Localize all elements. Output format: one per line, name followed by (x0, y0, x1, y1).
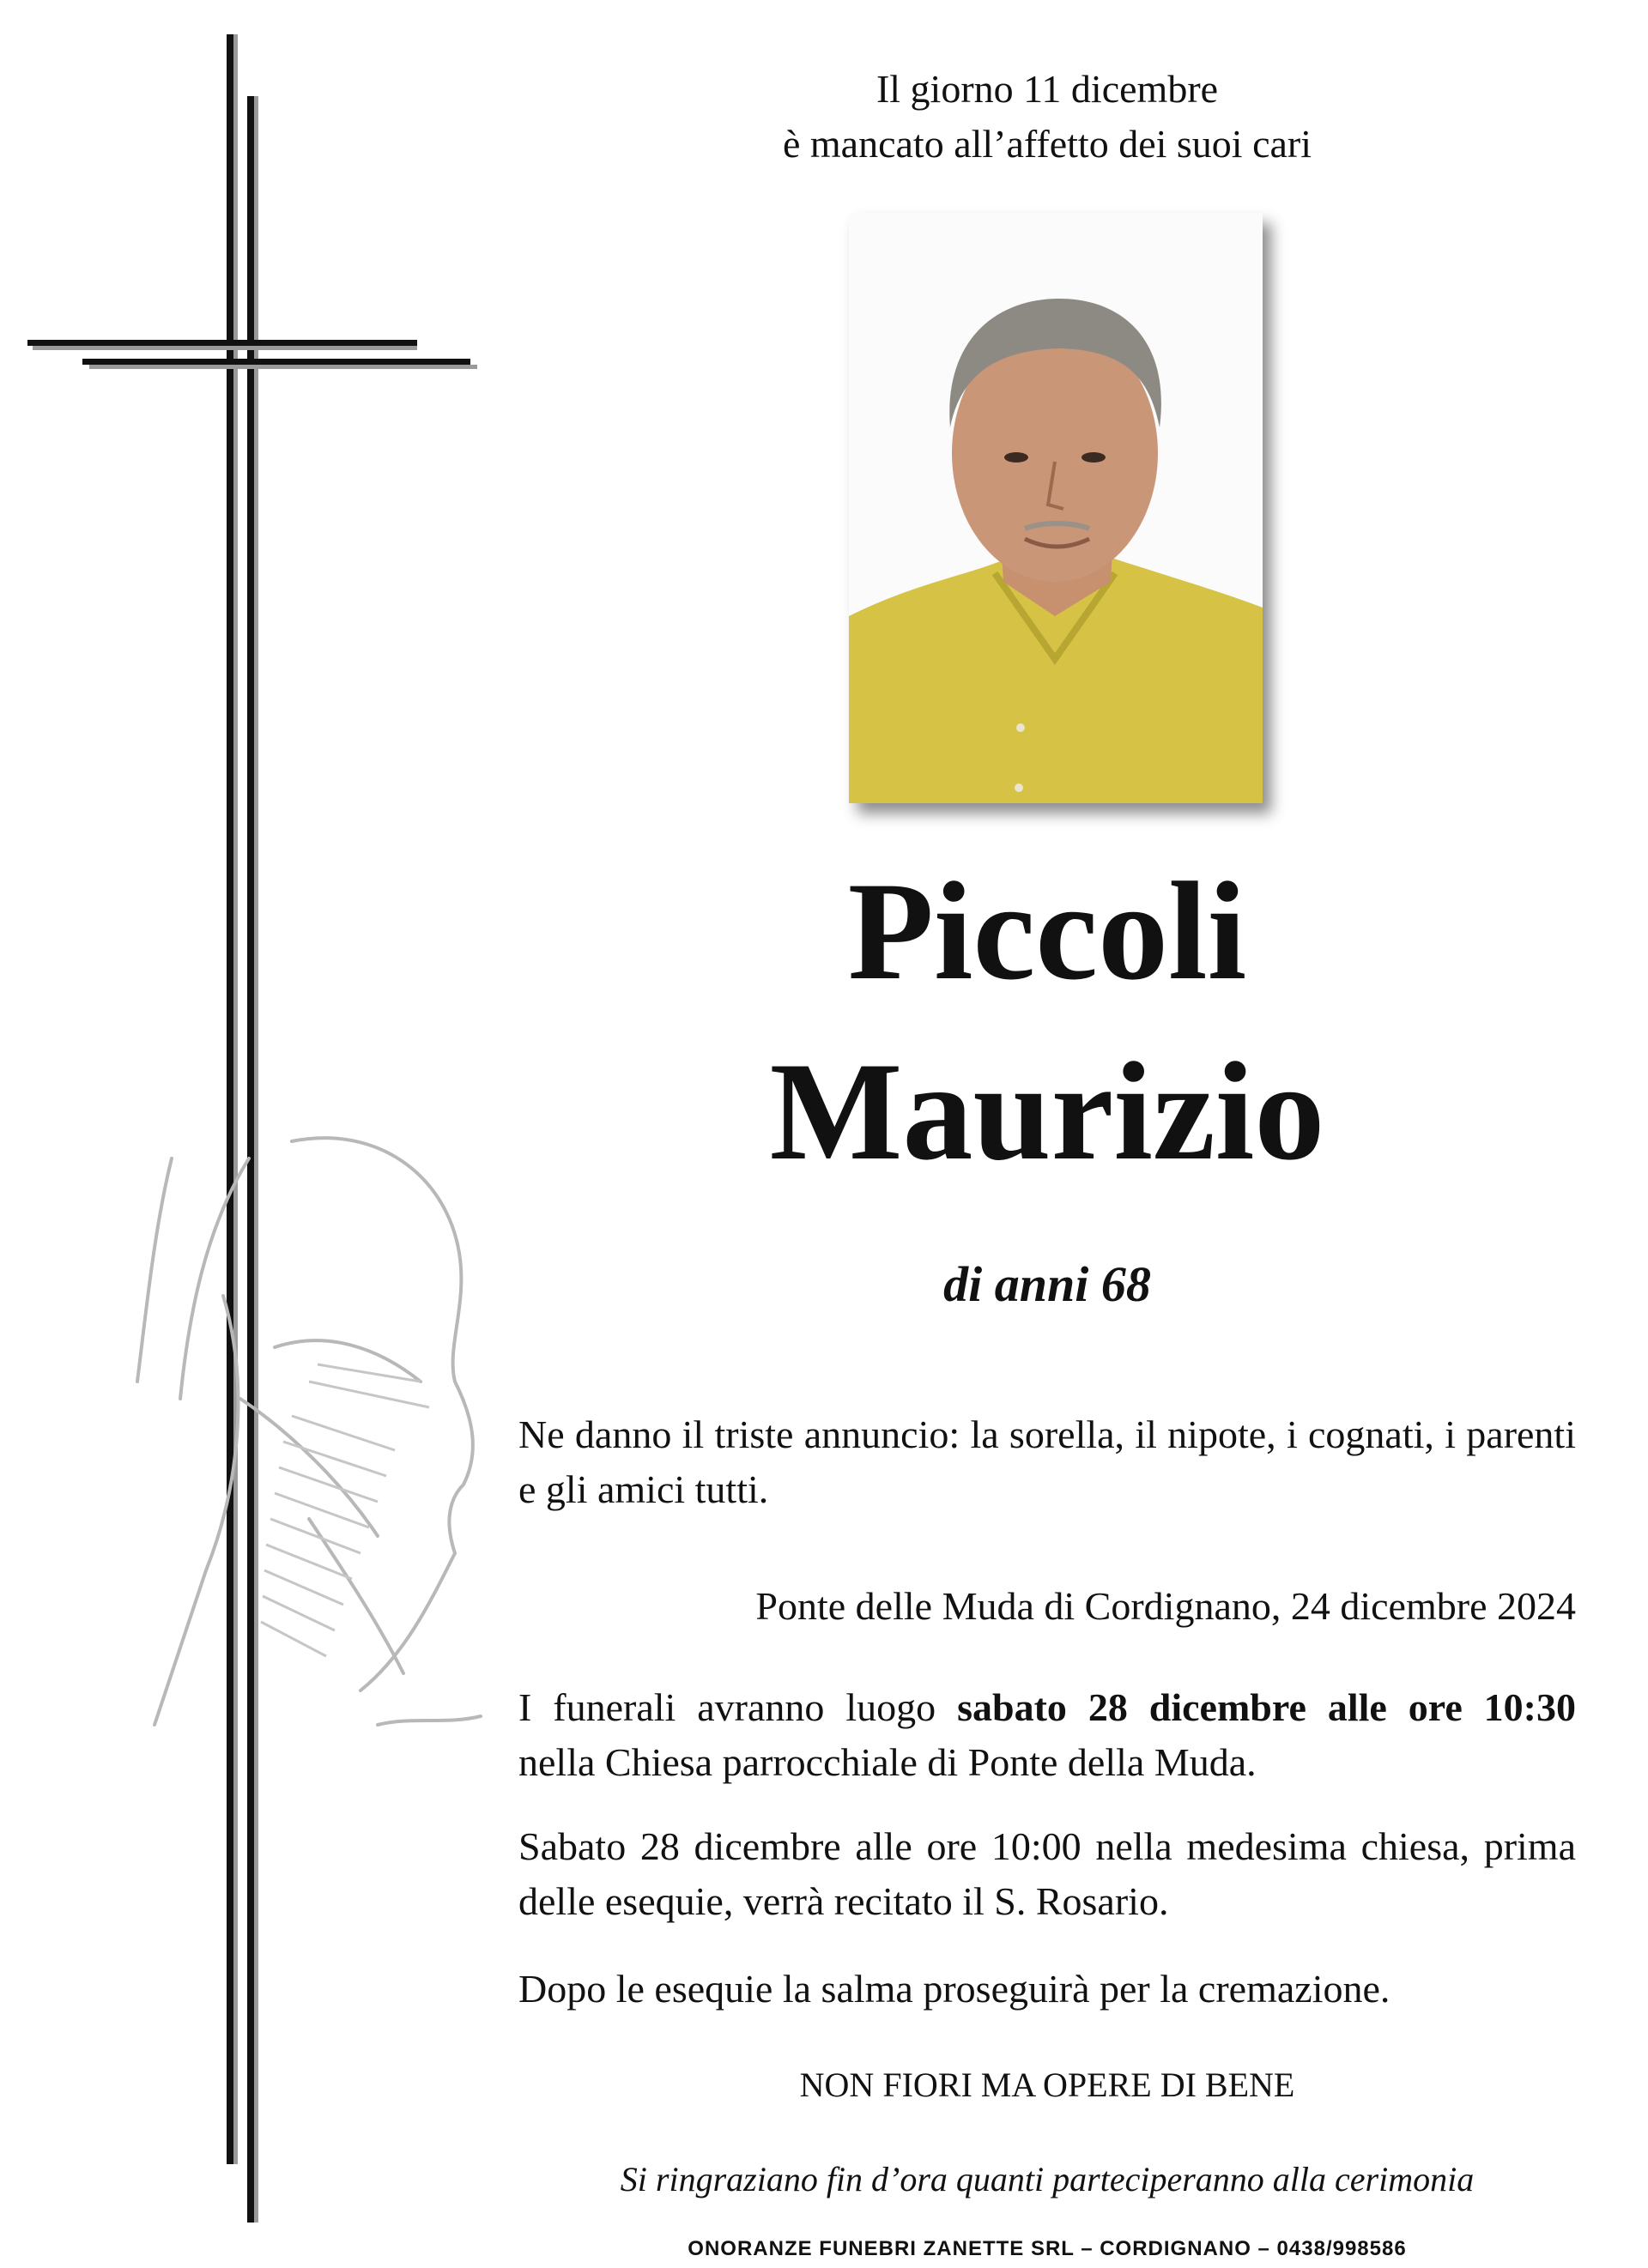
funeral-first-line (518, 1680, 1576, 1735)
portrait-photo (849, 213, 1263, 803)
intro-line-1: Il giorno 11 dicembre (876, 67, 1219, 111)
funeral-info (518, 1680, 1576, 1790)
age-text: di anni 68 (943, 1256, 1151, 1312)
christ-sketch-icon (120, 1124, 498, 1776)
deceased-first-name: Maurizio (769, 1034, 1325, 1189)
funeral-intro: I funerali avranno luogo (518, 1685, 936, 1729)
no-flowers-text: NON FIORI MA OPERE DI BENE (799, 2065, 1295, 2104)
funeral-where: nella Chiesa parrocchiale di Ponte della Muda. (518, 1740, 1257, 1784)
funeral-when: sabato 28 dicembre alle ore 10:30 (957, 1685, 1577, 1729)
cremation-text: Dopo le esequie la salma proseguirà per la cremazione. (518, 1967, 1390, 2011)
announcement-text: Ne danno il triste annuncio: la sorella, il nipote, i cognati, i parenti e gli amici tutti. (518, 1412, 1576, 1511)
deceased-surname: Piccoli (847, 854, 1247, 1009)
thanks-text: Si ringraziano fin d’ora quanti parteciperanno alla cerimonia (620, 2160, 1475, 2198)
funeral-home-footer: ONORANZE FUNEBRI ZANETTE SRL – CORDIGNANO – 0438/998586 (688, 2237, 1407, 2260)
place-date: Ponte delle Muda di Cordignano, 24 dicembre 2024 (755, 1584, 1576, 1628)
intro-line-2: è mancato all’affetto dei suoi cari (782, 122, 1312, 166)
rosary-text: Sabato 28 dicembre alle ore 10:00 nella medesima chiesa, prima delle esequie, verrà recitato il S. Rosario. (518, 1824, 1576, 1923)
